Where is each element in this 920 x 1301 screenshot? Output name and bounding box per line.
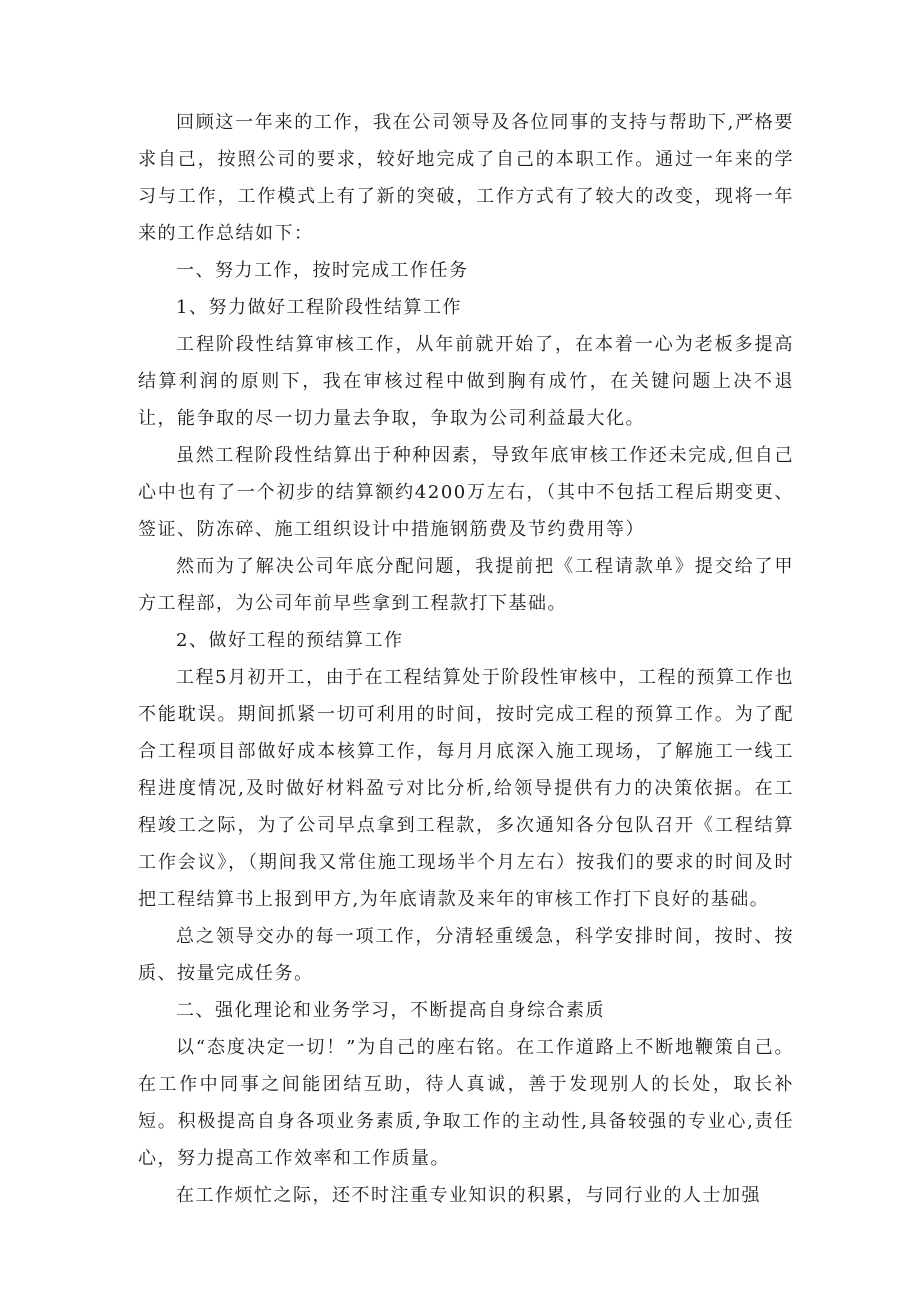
document-body	[138, 104, 794, 1214]
body-paragraph: 虽然工程阶段性结算出于种种因素，导致年底审核工作还未完成,但自己心中也有了一个初步的结算额约4200万左右，（其中不包括工程后期变更、签证、防冻碎、施工组织设计中措施钢筋费及节约费用等）	[138, 445, 794, 540]
body-paragraph: 以“态度决定一切！”为自己的座右铭。在工作道路上不断地鞭策自己。在工作中同事之间能团结互助，待人真诚，善于发现别人的长处，取长补短。积极提高自身各项业务素质,争取工作的主动性,具备较强的专业心,责任心，努力提高工作效率和工作质量。	[138, 1037, 794, 1169]
body-paragraph: 总之领导交办的每一项工作，分清轻重缓急，科学安排时间，按时、按质、按量完成任务。	[138, 926, 794, 984]
subsection-heading-1-1: 1、努力做好工程阶段性结算工作	[176, 297, 462, 318]
body-paragraph: 工程阶段性结算审核工作，从年前就开始了，在本着一心为老板多提高结算利润的原则下，我在审核过程中做到胸有成竹，在关键问题上决不退让，能争取的尽一切力量去争取，争取为公司利益最大化。	[138, 334, 794, 429]
body-paragraph: 工程5月初开工，由于在工程结算处于阶段性审核中，工程的预算工作也不能耽误。期间抓紧一切可利用的时间，按时完成工程的预算工作。为了配合工程项目部做好成本核算工作，每月月底深入施工现场，了解施工一线工程进度情况,及时做好材料盈亏对比分析,给领导提供有力的决策依据。在工程竣工之际，为了公司早点拿到工程款，多次通知各分包队召开《工程结算工作会议》，（期间我又常住施工现场半个月左右）按我们的要求的时间及时把工程结算书上报到甲方,为年底请款及来年的审核工作打下良好的基础。	[138, 667, 794, 910]
section-heading-2: 二、强化理论和业务学习，不断提高自身综合素质	[176, 1000, 605, 1021]
body-paragraph-truncated: 在工作烦忙之际，还不时注重专业知识的积累，与同行业的人士加强	[176, 1185, 761, 1206]
body-paragraph: 然而为了解决公司年底分配问题，我提前把《工程请款单》提交给了甲方工程部，为公司年前早些拿到工程款打下基础。	[138, 556, 794, 614]
section-heading-1: 一、努力工作，按时完成工作任务	[176, 260, 469, 281]
subsection-heading-1-2: 2、做好工程的预结算工作	[176, 630, 404, 651]
intro-paragraph: 回顾这一年来的工作，我在公司领导及各位同事的支持与帮助下,严格要求自己，按照公司的要求，较好地完成了自己的本职工作。通过一年来的学习与工作，工作模式上有了新的突破，工作方式有了较大的改变，现将一年来的工作总结如下：	[138, 112, 794, 244]
